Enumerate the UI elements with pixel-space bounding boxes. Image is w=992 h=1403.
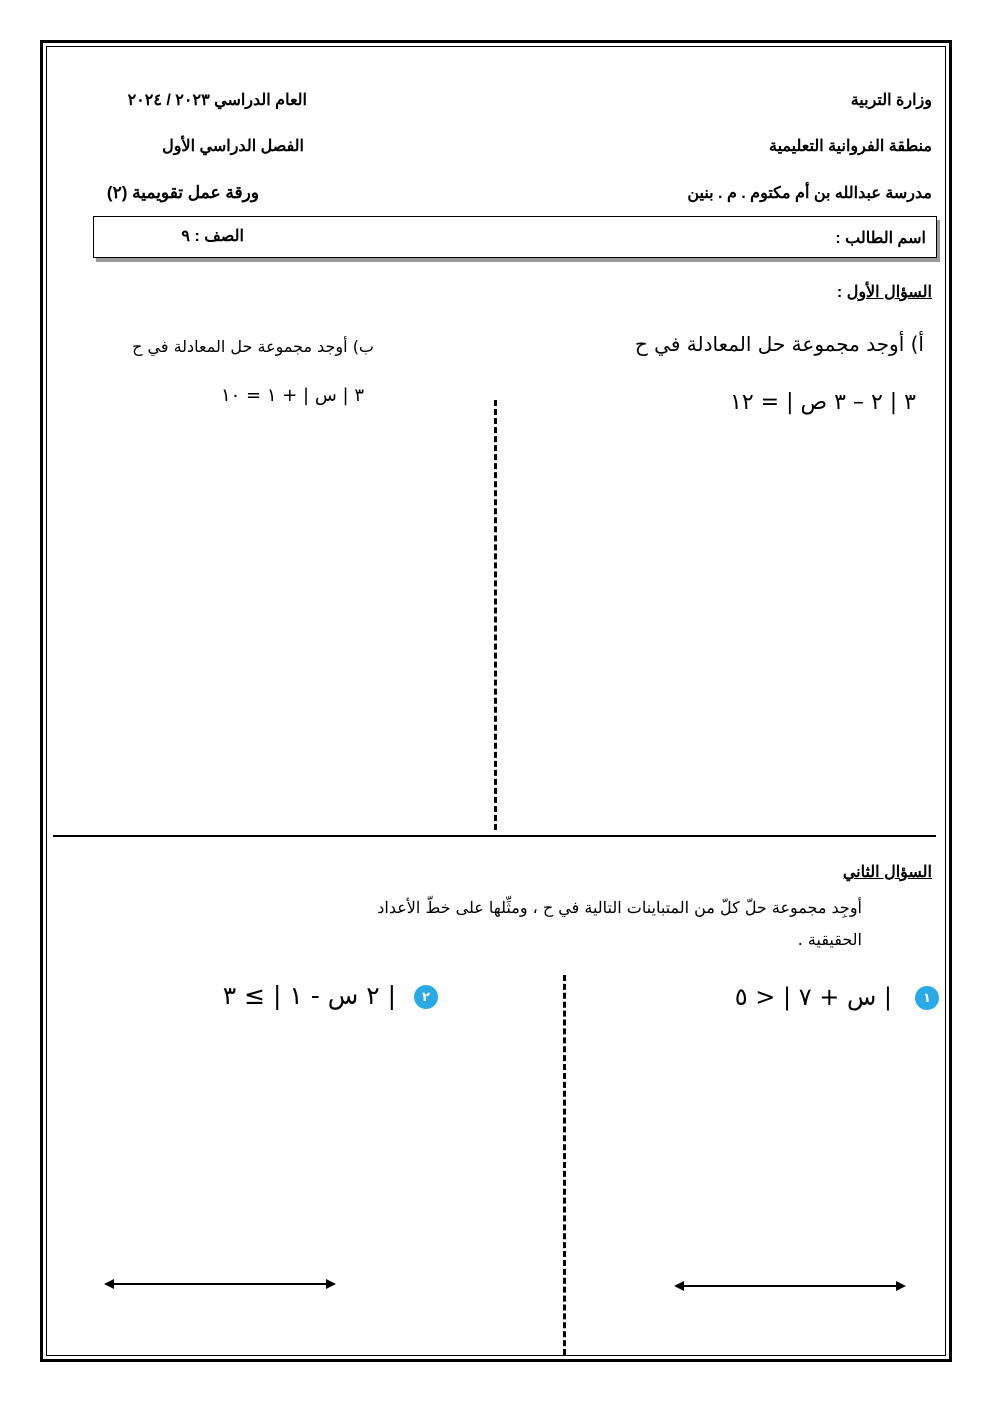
semester: الفصل الدراسي الأول xyxy=(162,138,304,155)
question2-instruction-line2: الحقيقية . xyxy=(797,930,862,949)
question1-divider xyxy=(494,400,497,830)
question1-title: السؤال الأول xyxy=(846,284,932,301)
item1-number-badge: ١ xyxy=(915,986,939,1010)
section-separator xyxy=(53,835,936,837)
item1-number-line xyxy=(670,1276,910,1296)
academic-year: العام الدراسي ٢٠٢٣ / ٢٠٢٤ xyxy=(127,92,307,109)
ministry-name: وزارة التربية xyxy=(850,92,932,109)
question1-part-a-equation: ٣ | ٢ – ٣ ص | = ١٢ xyxy=(730,390,916,415)
question1-colon: : xyxy=(836,284,843,301)
grade-label: الصف : ٩ xyxy=(181,228,244,245)
question1-part-b-equation: ٣ | س | + ١ = ١٠ xyxy=(220,385,364,406)
question2-title: السؤال الثاني xyxy=(842,864,932,881)
item2-inequality: | ٢ س - ١ | ≥ ٣ xyxy=(222,981,396,1010)
question1-part-a-prompt: أ) أوجد مجموعة حل المعادلة في ح xyxy=(634,332,924,356)
student-name-label: اسم الطالب : xyxy=(835,230,926,247)
district-name: منطقة الفروانية التعليمية xyxy=(768,138,932,155)
worksheet-title: ورقة عمل تقويمية (٢) xyxy=(106,183,259,202)
item2-number-line xyxy=(100,1274,340,1294)
question2-instruction-line1: أوجِد مجموعة حلّ كلّ من المتباينات التالية في ح ، ومثِّلها على خطّ الأعداد xyxy=(377,898,862,917)
question2-divider xyxy=(563,975,566,1355)
item1-inequality: | س + ٧ | < ٥ xyxy=(734,983,892,1011)
question1-part-b-prompt: ب) أوجد مجموعة حل المعادلة في ح xyxy=(132,337,374,356)
question1-heading xyxy=(837,282,932,302)
school-name: مدرسة عبدالله بن أم مكتوم . م . بنين xyxy=(687,185,932,202)
item2-number-badge: ٢ xyxy=(414,985,438,1009)
